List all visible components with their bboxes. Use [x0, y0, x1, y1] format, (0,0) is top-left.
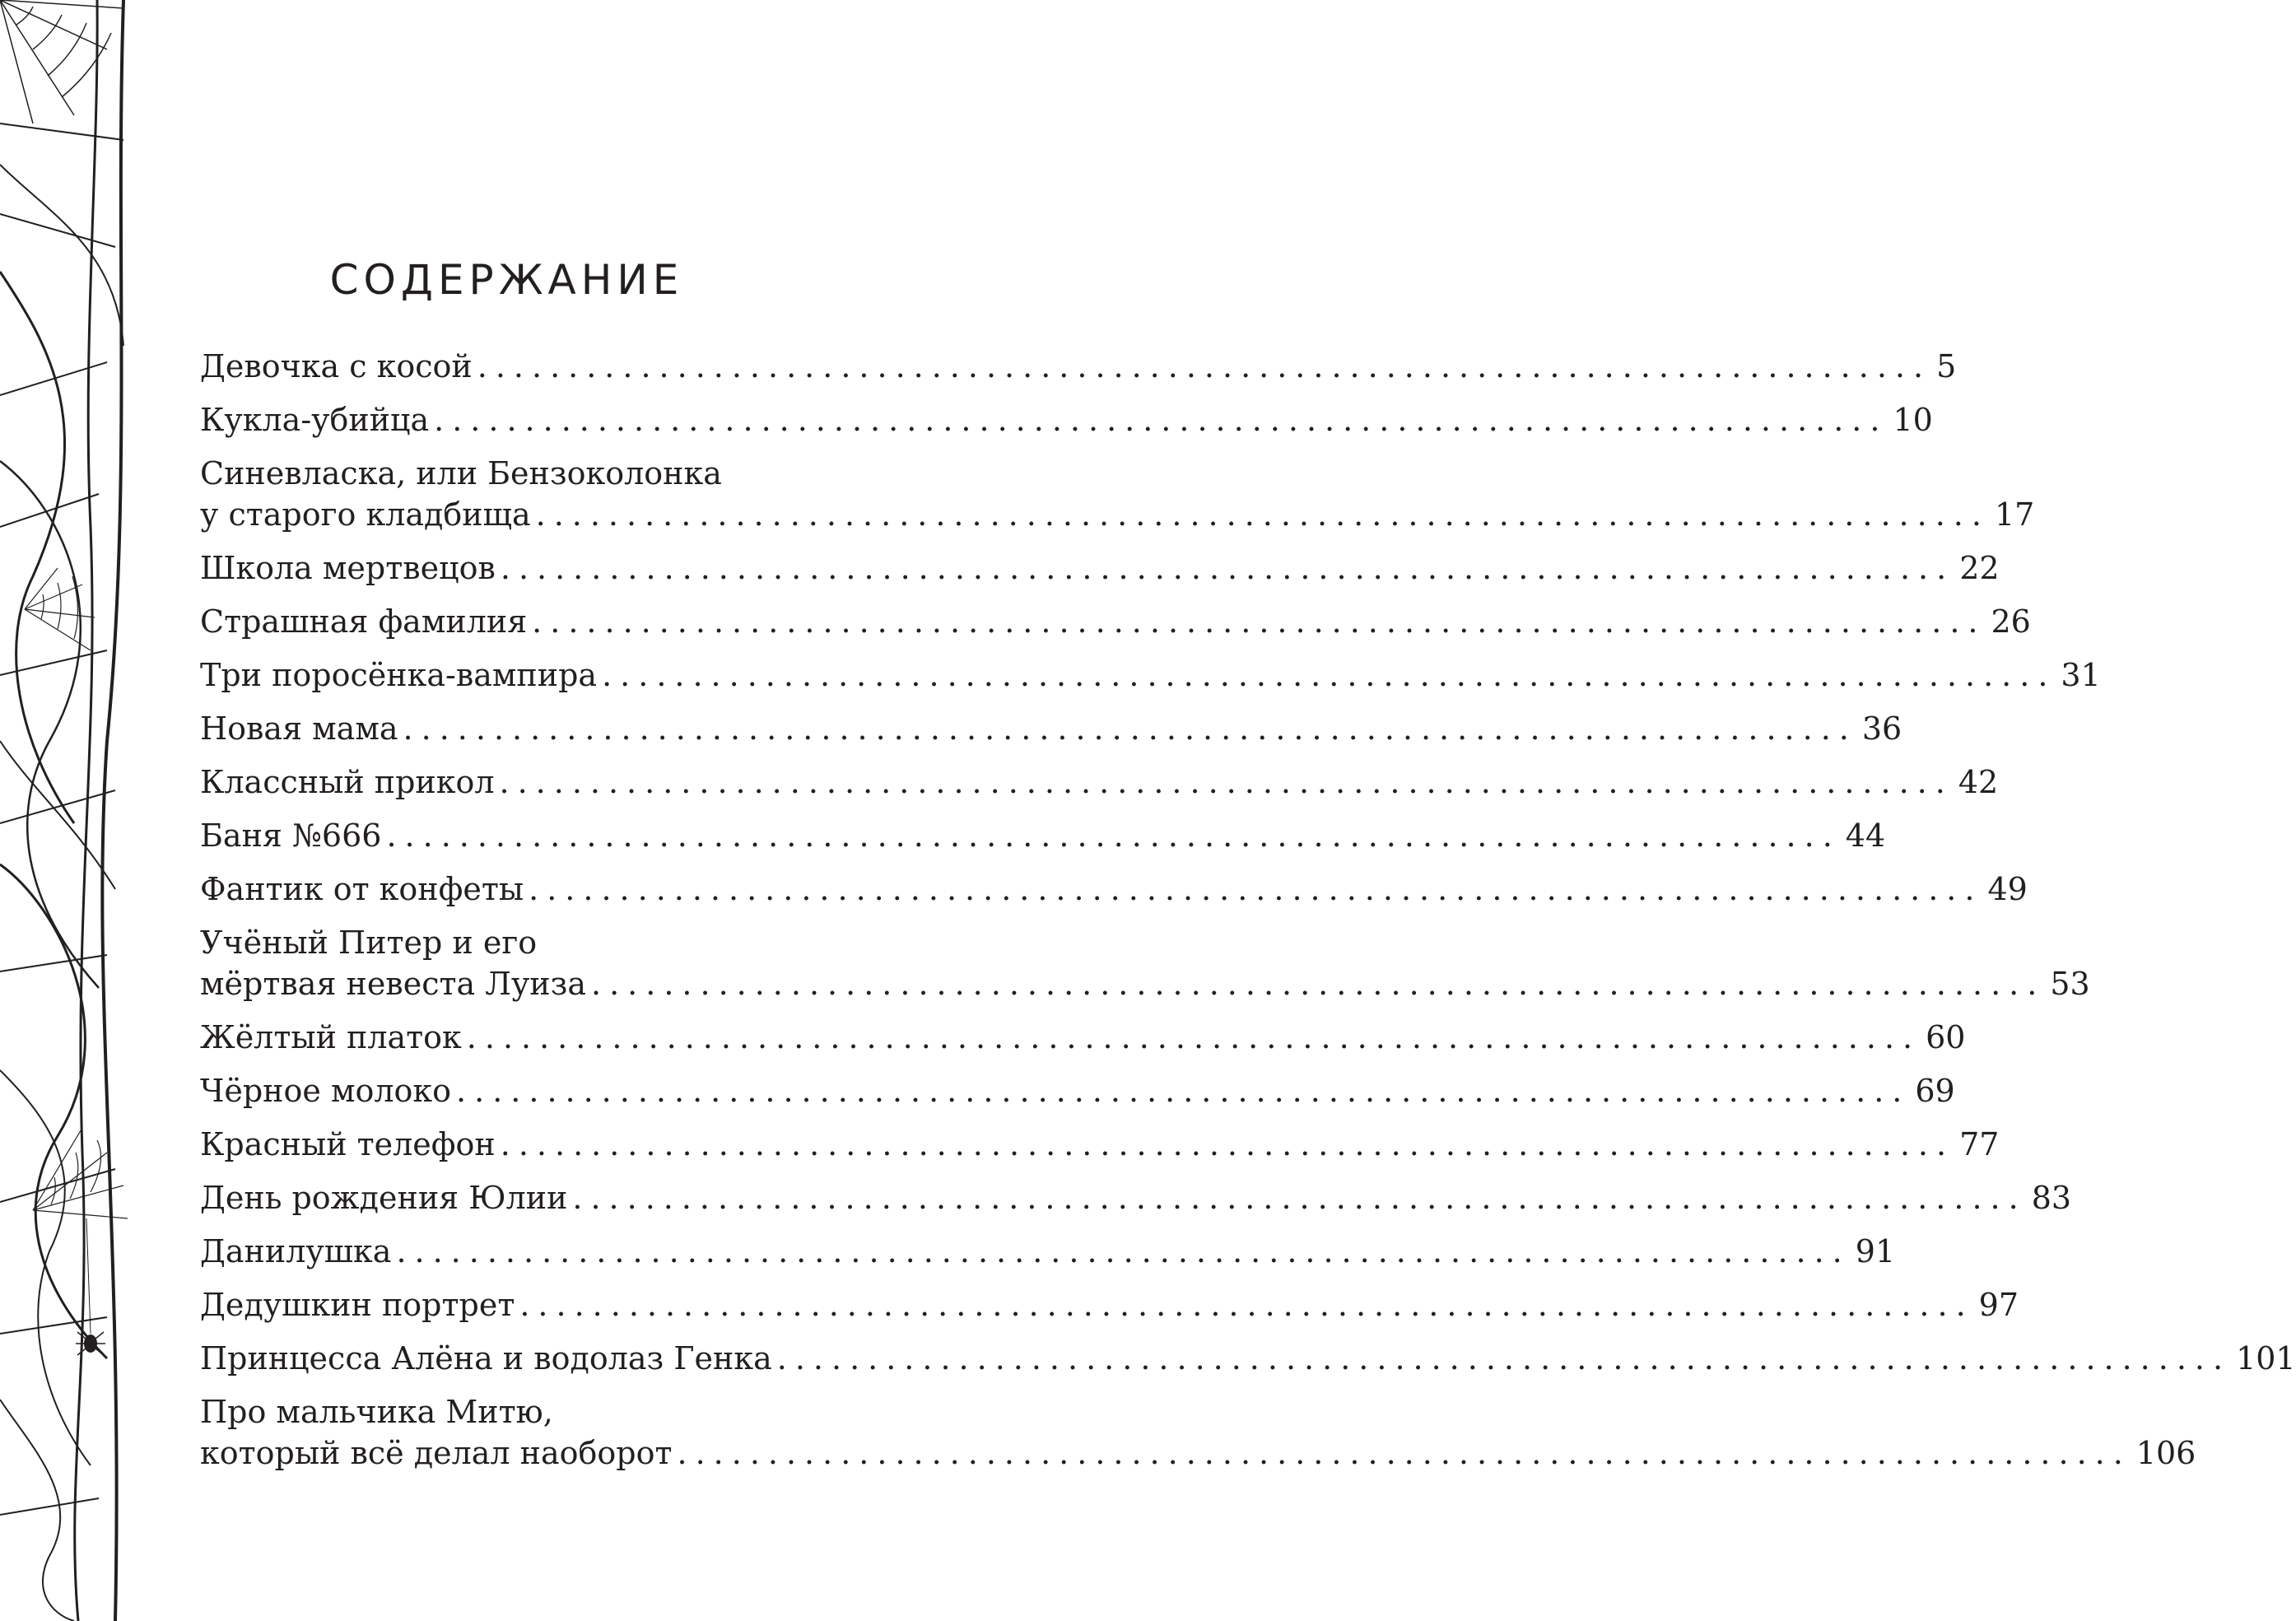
toc-entry [200, 1177, 2072, 1218]
toc-entry-title-line: Синевласка, или Бензоколонка [200, 455, 722, 491]
toc-entry-last-line [200, 654, 2101, 696]
dot-leader: ................................................................................ [500, 550, 1955, 586]
toc-entry-title: Школа мертвецов [200, 550, 496, 586]
toc-entry [200, 1284, 2019, 1325]
dot-leader: ................................................................................ [532, 603, 1986, 640]
toc-entry-title: День рождения Юлии [200, 1180, 568, 1216]
toc-entry-title: у старого кладбища [200, 496, 531, 533]
toc-entry [200, 1124, 2000, 1165]
toc-entry-page-number: 17 [1994, 496, 2035, 533]
toc-entry-last-line [200, 815, 1886, 856]
dot-leader: ................................................................................ [519, 1287, 1974, 1323]
toc-entry-title: Принцесса Алёна и водолаз Генка [200, 1340, 772, 1376]
toc-entry-page-number: 42 [1958, 764, 1999, 800]
toc-entry-last-line [200, 1177, 2072, 1218]
toc-entry [200, 1017, 1966, 1058]
toc-entry-page-number: 49 [1987, 871, 2028, 907]
toc-entry-last-line [200, 1284, 2019, 1325]
dot-leader: ................................................................................ [572, 1180, 2027, 1216]
toc-entry-title: Девочка с косой [200, 348, 473, 384]
dot-leader: ................................................................................ [677, 1435, 2131, 1471]
dot-leader: ................................................................................ [466, 1019, 1921, 1055]
toc-entry-title: Жёлтый платок [200, 1019, 462, 1055]
toc-entry-page-number: 10 [1893, 402, 1933, 438]
dot-leader: ................................................................................ [456, 1073, 1911, 1109]
toc-entry-page-number: 44 [1845, 817, 1886, 854]
toc-entry-page-number: 77 [1959, 1126, 2000, 1162]
toc-entry-page-number: 60 [1926, 1019, 1966, 1055]
table-of-contents [200, 346, 2296, 1486]
dot-leader: ................................................................................ [396, 1233, 1851, 1269]
toc-entry [200, 762, 1999, 803]
dot-leader: ................................................................................ [529, 871, 1983, 907]
toc-entry-last-line [200, 1070, 1955, 1111]
toc-entry-page-number: 36 [1861, 710, 1902, 747]
toc-entry-last-line [200, 1231, 1896, 1272]
toc-entry-last-line [200, 547, 2000, 589]
toc-entry-last-line [200, 963, 2090, 1004]
toc-entry-title-line: Про мальчика Митю, [200, 1394, 553, 1430]
toc-entry [200, 708, 1902, 749]
toc-entry-last-line [200, 1124, 2000, 1165]
dot-leader: ................................................................................ [386, 817, 1841, 854]
toc-entry-last-line [200, 708, 1902, 749]
toc-entry-last-line [200, 1338, 2296, 1379]
toc-entry-title: мёртвая невеста Луиза [200, 966, 587, 1002]
toc-entry-page-number: 53 [2050, 966, 2090, 1002]
toc-entry [200, 346, 1957, 387]
toc-entry [200, 815, 1886, 856]
toc-entry [200, 654, 2101, 696]
dot-leader: ................................................................................ [776, 1340, 2232, 1376]
toc-entry-last-line [200, 869, 2028, 910]
toc-entry [200, 1391, 2196, 1474]
toc-entry [200, 1338, 2296, 1379]
dot-leader: ................................................................................ [499, 764, 1954, 800]
toc-entry-title: Дедушкин портрет [200, 1287, 515, 1323]
toc-entry-last-line [200, 494, 2035, 535]
toc-entry-title: который всё делал наоборот [200, 1435, 673, 1471]
dot-leader: ................................................................................ [535, 496, 1990, 533]
toc-entry-title: Баня №666 [200, 817, 382, 854]
toc-entry-title: Классный прикол [200, 764, 495, 800]
toc-entry [200, 399, 1933, 440]
spider-web-border-illustration [0, 0, 140, 1621]
page-title: СОДЕРЖАНИЕ [329, 256, 684, 304]
toc-entry-page-number: 31 [2061, 657, 2101, 693]
toc-entry-last-line [200, 1017, 1966, 1058]
toc-entry-title: Данилушка [200, 1233, 392, 1269]
toc-entry-page-number: 5 [1936, 348, 1957, 384]
toc-entry-page-number: 22 [1959, 550, 2000, 586]
toc-entry-title: Новая мама [200, 710, 398, 747]
toc-entry-last-line [200, 762, 1999, 803]
toc-entry-last-line [200, 1432, 2196, 1474]
dot-leader: ................................................................................ [434, 402, 1888, 438]
toc-entry [200, 453, 2035, 535]
toc-entry [200, 547, 2000, 589]
toc-entry-last-line [200, 346, 1957, 387]
toc-entry-last-line [200, 399, 1933, 440]
toc-entry-page-number: 26 [1991, 603, 2031, 640]
toc-entry-page-number: 101 [2236, 1340, 2296, 1376]
toc-entry-title: Кукла-убийца [200, 402, 430, 438]
toc-entry-title: Красный телефон [200, 1126, 496, 1162]
toc-entry-title: Фантик от конфеты [200, 871, 524, 907]
toc-entry-title: Три поросёнка-вампира [200, 657, 598, 693]
dot-leader: ................................................................................ [500, 1126, 1955, 1162]
toc-entry-page-number: 69 [1915, 1073, 1955, 1109]
toc-entry-title: Чёрное молоко [200, 1073, 452, 1109]
toc-entry [200, 1231, 1896, 1272]
toc-entry-title-line: Учёный Питер и его [200, 925, 538, 961]
toc-entry-page-number: 97 [1978, 1287, 2019, 1323]
toc-entry [200, 601, 2031, 642]
toc-entry-page-number: 91 [1855, 1233, 1896, 1269]
dot-leader: ................................................................................ [403, 710, 1857, 747]
toc-entry-last-line [200, 601, 2031, 642]
dot-leader: ................................................................................ [602, 657, 2056, 693]
toc-entry [200, 922, 2090, 1004]
toc-entry-page-number: 83 [2031, 1180, 2072, 1216]
dot-leader: ................................................................................ [591, 966, 2046, 1002]
toc-entry [200, 1070, 1955, 1111]
dot-leader: ................................................................................ [477, 348, 1932, 384]
toc-entry-page-number: 106 [2135, 1435, 2196, 1471]
toc-entry-title: Страшная фамилия [200, 603, 528, 640]
toc-entry [200, 869, 2028, 910]
